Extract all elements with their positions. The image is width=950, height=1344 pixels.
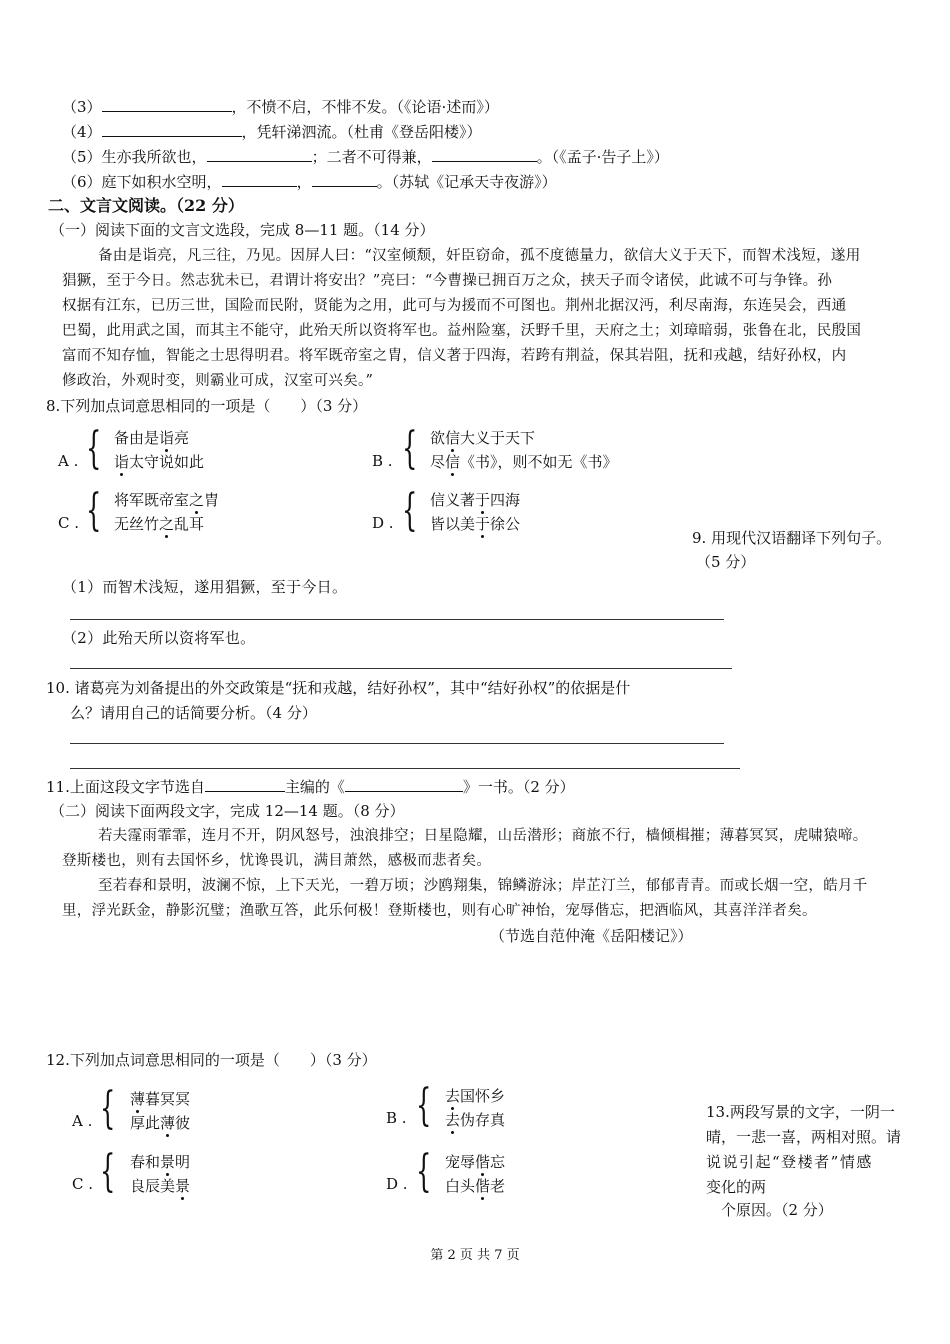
brace-icon: { [100, 1083, 116, 1134]
passage-source: （节选自范仲淹《岳阳楼记》） [490, 927, 693, 945]
q8-option-b-line1: 欲信大义于天下 [430, 429, 536, 447]
fill-q4: （4） ，凭轩涕泗流。（杜甫《登岳阳楼》） [62, 123, 482, 141]
q12-option-b-label[interactable]: B . [386, 1109, 407, 1127]
answer-blank[interactable] [102, 121, 242, 137]
q12-option-a-line1: 薄暮冥冥 [130, 1090, 191, 1108]
answer-blank[interactable] [102, 96, 232, 112]
brace-icon: { [86, 423, 102, 474]
q13-line: 晴，一悲一喜，两相对照。请 [706, 1128, 902, 1146]
answer-line[interactable] [70, 768, 740, 769]
q12-option-c-line2: 良辰美景 [130, 1177, 191, 1195]
q13-line: 个原因。（2 分） [706, 1201, 833, 1219]
q8-option-a-line2: 诣太守说如此 [114, 453, 205, 471]
q12-option-a-label[interactable]: A . [72, 1112, 93, 1130]
brace-icon: { [86, 485, 102, 536]
q8-option-c-label[interactable]: C . [58, 514, 80, 532]
answer-line[interactable] [70, 743, 724, 744]
q13-line: 变化的两 [706, 1178, 767, 1196]
answer-line[interactable] [70, 619, 724, 620]
fill-q3: （3） ，不愤不启，不悱不发。（《论语·述而》） [62, 98, 499, 116]
passage-line: 权据有江东，已历三世，国险而民附，贤能为之用，此可与为援而不可图也。荆州北据汉沔，利尽南海，东连吴会，西通 [62, 298, 847, 314]
brace-icon: { [416, 1080, 432, 1131]
q8-option-d-label[interactable]: D . [372, 514, 394, 532]
passage-line: 修政治，外观时变，则霸业可成，汉室可兴矣。” [62, 373, 374, 389]
q13-line: 13.两段写景的文字，一阴一 [706, 1103, 895, 1121]
q8-option-c-line2: 无丝竹之乱耳 [114, 515, 205, 533]
brace-icon: { [402, 423, 418, 474]
brace-icon: { [402, 485, 418, 536]
q13-line: 说说引起“登楼者”情感 [706, 1153, 873, 1171]
passage-line: 至若春和景明，波澜不惊，上下天光，一碧万顷；沙鸥翔集，锦鳞游泳；岸芷汀兰，郁郁青青。而或长烟一空，皓月千 [98, 878, 868, 894]
q12-option-a-line2: 厚此薄彼 [130, 1114, 191, 1132]
q12-stem: 12.下列加点词意思相同的一项是（ ）（3 分） [46, 1051, 377, 1069]
q8-stem: 8.下列加点词意思相同的一项是（ ）（3 分） [46, 397, 368, 415]
answer-blank[interactable] [207, 146, 312, 162]
q12-option-b-line1: 去国怀乡 [445, 1087, 506, 1105]
answer-blank[interactable] [432, 146, 537, 162]
passage-line: 猖獗，至于今日。然志犹未已，君谓计将安出？”亮曰：“今曹操已拥百万之众，挟天子而令诸侯，此诚不可与争锋。孙 [62, 273, 833, 289]
q9-sentence-2: （2）此殆天所以资将军也。 [62, 629, 256, 647]
passage-line: 若夫霪雨霏霏，连月不开，阴风怒号，浊浪排空；日星隐耀，山岳潜形；商旅不行，樯倾楫摧；薄暮冥冥，虎啸猿啼。 [98, 828, 868, 844]
part1-intro: （一）阅读下面的文言文选段，完成 8—11 题。（14 分） [50, 221, 435, 239]
fill-q5: （5）生亦我所欲也， ；二者不可得兼， 。（《孟子·告子上》） [62, 148, 669, 166]
answer-line[interactable] [70, 668, 732, 669]
passage-line: 巴蜀，此用武之国，而其主不能守，此殆天所以资将军也。益州险塞，沃野千里，天府之土；刘璋暗弱，张鲁在北，民殷国 [62, 323, 862, 339]
q9-stem: 9. 用现代汉语翻译下列句子。 [692, 529, 892, 547]
q10-stem-line1: 10. 诸葛亮为刘备提出的外交政策是“抚和戎越，结好孙权”，其中“结好孙权”的依据是什 [46, 679, 631, 697]
q12-option-c-line1: 春和景明 [130, 1153, 191, 1171]
answer-blank[interactable] [222, 171, 297, 187]
q8-option-b-line2: 尽信《书》，则不如无《书》 [430, 453, 618, 471]
q10-stem-line2: 么？请用自己的话简要分析。（4 分） [70, 704, 317, 722]
answer-blank[interactable] [312, 171, 377, 187]
q8-option-c-line1: 将军既帝室之胄 [114, 491, 220, 509]
q8-option-b-label[interactable]: B . [372, 452, 393, 470]
brace-icon: { [416, 1146, 432, 1197]
part2-intro: （二）阅读下面两段文字，完成 12—14 题。（8 分） [50, 802, 405, 820]
q12-option-c-label[interactable]: C . [72, 1175, 94, 1193]
q12-option-d-line1: 宠辱偕忘 [445, 1153, 506, 1171]
passage-line: 备由是诣亮，凡三往，乃见。因屏人曰：“汉室倾颓，奸臣窃命，孤不度德量力，欲信大义于天下，而智术浅短，遂用 [98, 248, 861, 264]
fill-q6: （6）庭下如积水空明， ， 。（苏轼《记承天寺夜游》） [62, 173, 557, 191]
q9-points: （5 分） [696, 553, 756, 571]
passage-line: 富而不知存恤，智能之士思得明君。将军既帝室之胄，信义著于四海，若跨有荆益，保其岩阻，抚和戎越，结好孙权，内 [62, 348, 847, 364]
brace-icon: { [100, 1146, 116, 1197]
passage-line: 登斯楼也，则有去国怀乡，忧谗畏讥，满目萧然，感极而悲者矣。 [62, 853, 492, 869]
page-footer: 第 2 页 共 7 页 [430, 1248, 520, 1263]
answer-blank[interactable] [345, 776, 463, 792]
q11: 11.上面这段文字节选自 主编的《 》一书。（2 分） [46, 778, 575, 796]
q12-option-d-line2: 白头偕老 [445, 1177, 506, 1195]
section-title: 二、文言文阅读。（22 分） [48, 196, 244, 215]
q8-option-a-label[interactable]: A . [58, 452, 79, 470]
passage-line: 里，浮光跃金，静影沉璧；渔歌互答，此乐何极！登斯楼也，则有心旷神怡，宠辱偕忘，把酒临风，其喜洋洋者矣。 [62, 903, 817, 919]
q12-option-b-line2: 去伪存真 [445, 1111, 506, 1129]
q8-option-d-line1: 信义著于四海 [430, 491, 521, 509]
q8-option-a-line1: 备由是诣亮 [114, 429, 190, 447]
q8-option-d-line2: 皆以美于徐公 [430, 515, 521, 533]
answer-blank[interactable] [205, 776, 285, 792]
q9-sentence-1: （1）而智术浅短，遂用猖獗，至于今日。 [62, 578, 348, 596]
q12-option-d-label[interactable]: D . [386, 1175, 408, 1193]
